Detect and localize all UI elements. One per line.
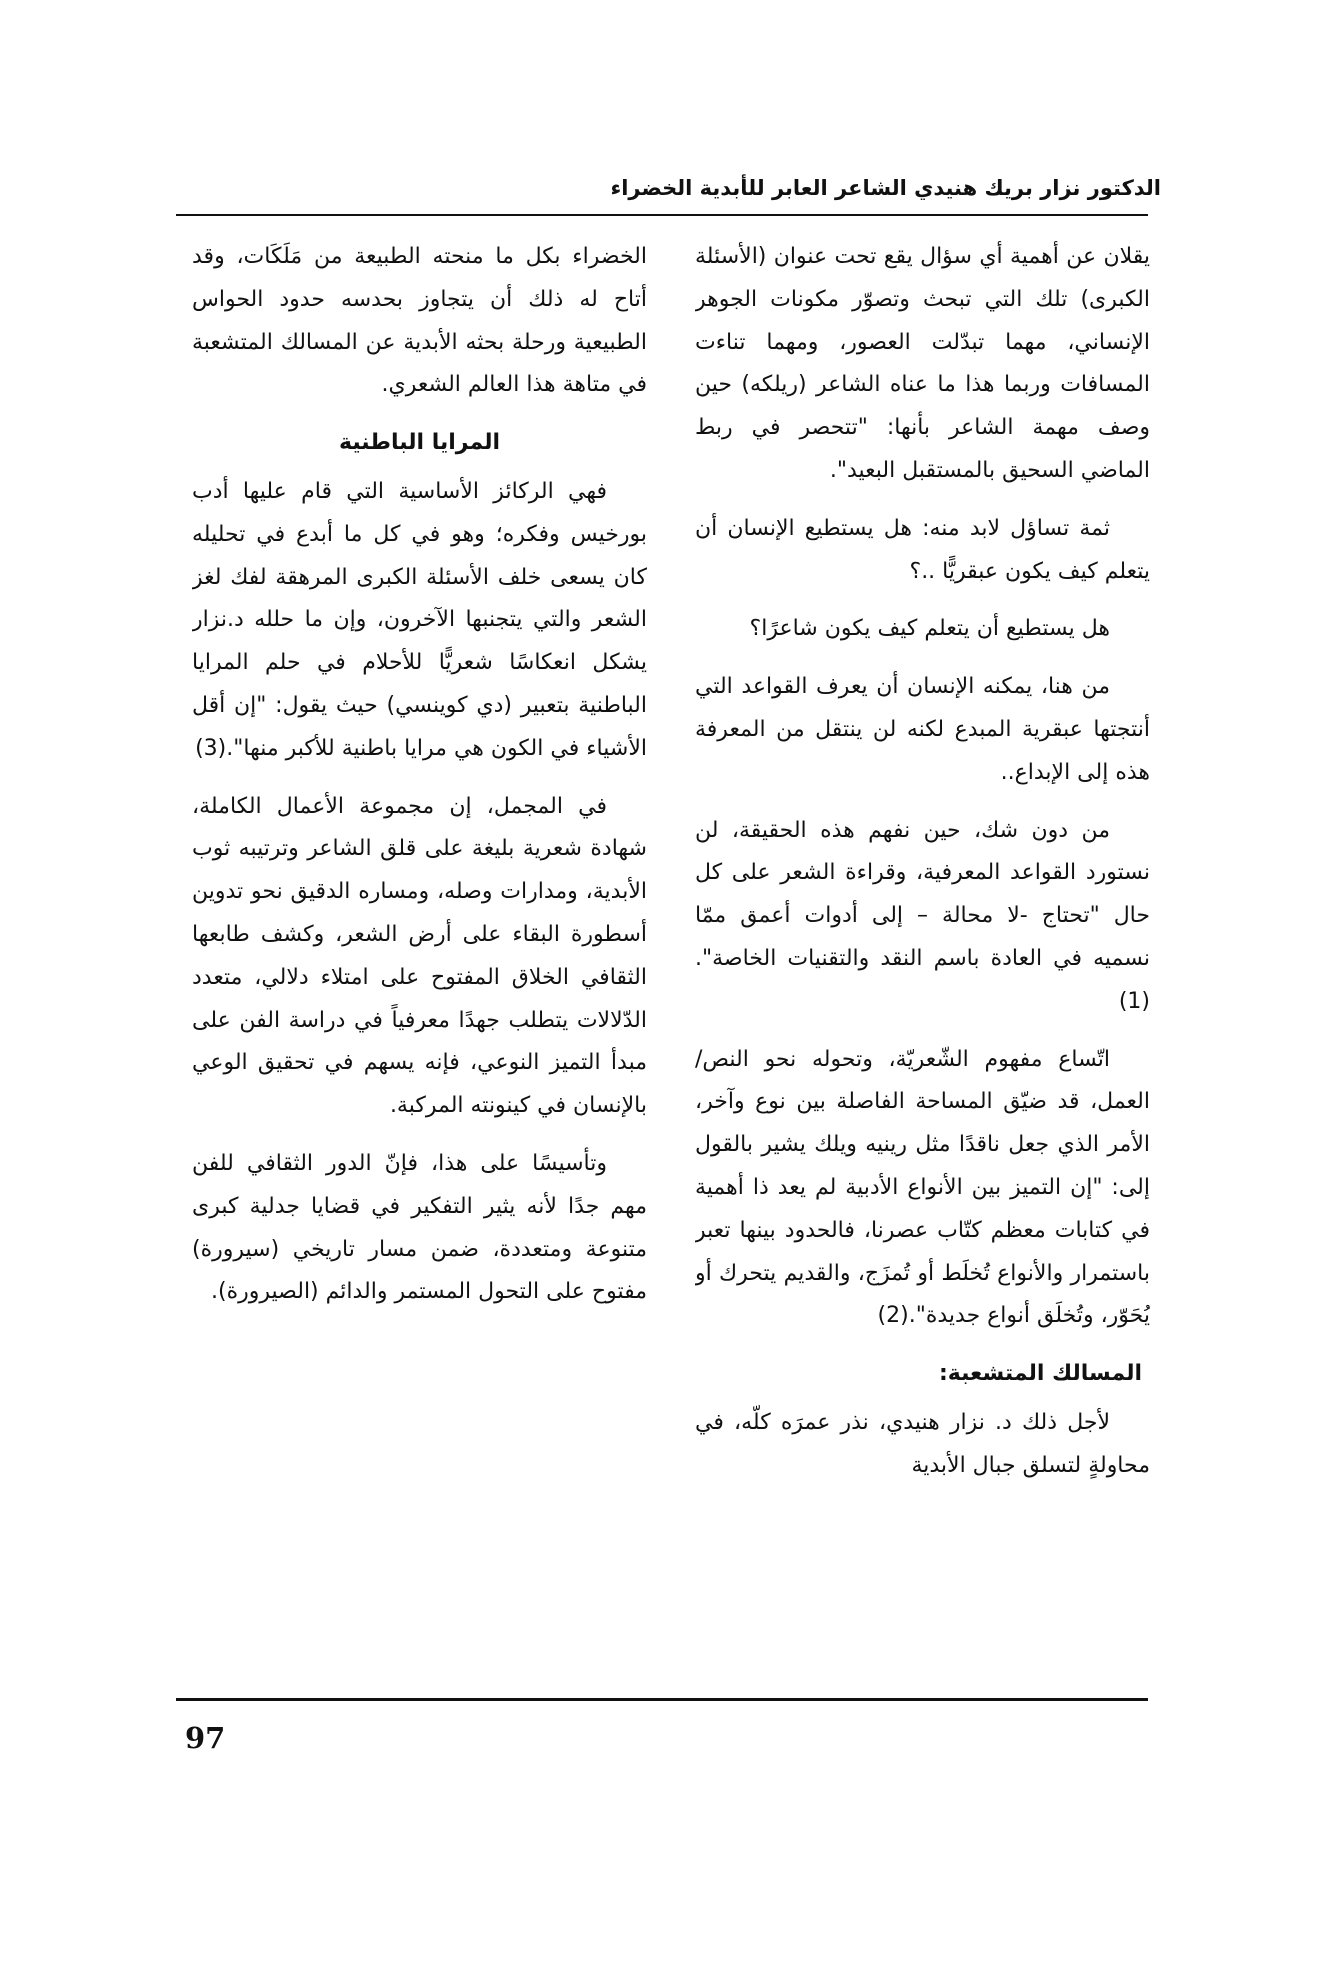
page-number: 97 — [185, 1721, 226, 1755]
paragraph: من دون شك، حين نفهم هذه الحقيقة، لن نستورد القواعد المعرفية، وقراءة الشعر على كل حال "تحتاج -لا محالة – إلى أدوات أعمق ممّا نسميه في العادة باسم النقد والتقنيات الخاصة".(1) — [695, 817, 1150, 1014]
right-column — [695, 236, 1150, 1676]
paragraph: في المجمل، إن مجموعة الأعمال الكاملة، شهادة شعرية بليغة على قلق الشاعر وترتيبه ثوب الأبدية، ومدارات وصله، ومساره الدقيق نحو تدوين أسطورة البقاء على أرض الشعر، وكشف طابعها الثقافي الخلاق المفتوح على امتلاء دلالي، متعدد الدّلالات يتطلب جهدًا معرفياً في دراسة الفن على مبدأ التميز النوعي، فإنه يسهم في تحقيق الوعي بالإنسان في كينونته المركبة. — [192, 793, 647, 1119]
paragraph: ثمة تساؤل لابد منه: هل يستطيع الإنسان أن يتعلم كيف يكون عبقريًّا ..؟ — [695, 515, 1150, 584]
running-head: الدكتور نزار بريك هنيدي الشاعر العابر للأبدية الخضراء — [610, 176, 1161, 200]
paragraph: هل يستطيع أن يتعلم كيف يكون شاعرًا؟ — [749, 616, 1110, 642]
paragraph: الخضراء بكل ما منحته الطبيعة من مَلَكَات، وقد أتاح له ذلك أن يتجاوز بحدسه حدود الحواس الطبيعية ورحلة بحثه الأبدية عن المسالك المتشعبة في متاهة هذا العالم الشعري. — [192, 244, 647, 398]
header-rule — [176, 214, 1148, 216]
footer-rule — [176, 1698, 1148, 1701]
section-heading: المرايا الباطنية — [338, 430, 501, 456]
left-column — [192, 236, 647, 1676]
paragraph: فهي الركائز الأساسية التي قام عليها أدب بورخيس وفكره؛ وهو في كل ما أبدع في تحليله كان يسعى خلف الأسئلة الكبرى المرهقة لفك لغز الشعر والتي يتجنبها الآخرون، وإن ما حلله د.نزار يشكل انعكاسًا شعريًّا للأحلام في حلم المرايا الباطنية بتعبير (دي كوينسي) حيث يقول: "إن أقل الأشياء في الكون هي مرايا باطنية للأكبر منها".(3) — [192, 478, 647, 761]
paragraph: من هنا، يمكنه الإنسان أن يعرف القواعد التي أنتجتها عبقرية المبدع لكنه لن ينتقل من المعرفة هذه إلى الإبداع.. — [695, 674, 1150, 785]
paragraph: لأجل ذلك د. نزار هنيدي، نذر عمرَه كلّه، في محاولةٍ لتسلق جبال الأبدية — [695, 1409, 1150, 1478]
paragraph: اتّساع مفهوم الشّعريّة، وتحوله نحو النص/العمل، قد ضيّق المساحة الفاصلة بين نوع وآخر، الأمر الذي جعل ناقدًا مثل رينيه ويلك يشير بالقول إلى: "إن التميز بين الأنواع الأدبية لم يعد ذا أهمية في كتابات معظم كتّاب عصرنا، فالحدود بينها تعبر باستمرار والأنواع تُخلَط أو تُمزَج، والقديم يتحرك أو يُحَوّر، وتُخلَق أنواع جديدة".(2) — [695, 1046, 1150, 1329]
paragraph: وتأسيسًا على هذا، فإنّ الدور الثقافي للفن مهم جدًا لأنه يثير التفكير في قضايا جدلية كبرى متنوعة ومتعددة، ضمن مسار تاريخي (سيرورة) مفتوح على التحول المستمر والدائم (الصيرورة). — [192, 1150, 647, 1305]
section-heading: المسالك المتشعبة: — [938, 1361, 1142, 1387]
paragraph: يقلان عن أهمية أي سؤال يقع تحت عنوان (الأسئلة الكبرى) تلك التي تبحث وتصوّر مكونات الجوهر الإنساني، مهما تبدّلت العصور، ومهما تناءت المسافات وربما هذا ما عناه الشاعر (ريلكه) حين وصف مهمة الشاعر بأنها: "تتحصر في ربط الماضي السحيق بالمستقبل البعيد". — [695, 244, 1150, 483]
